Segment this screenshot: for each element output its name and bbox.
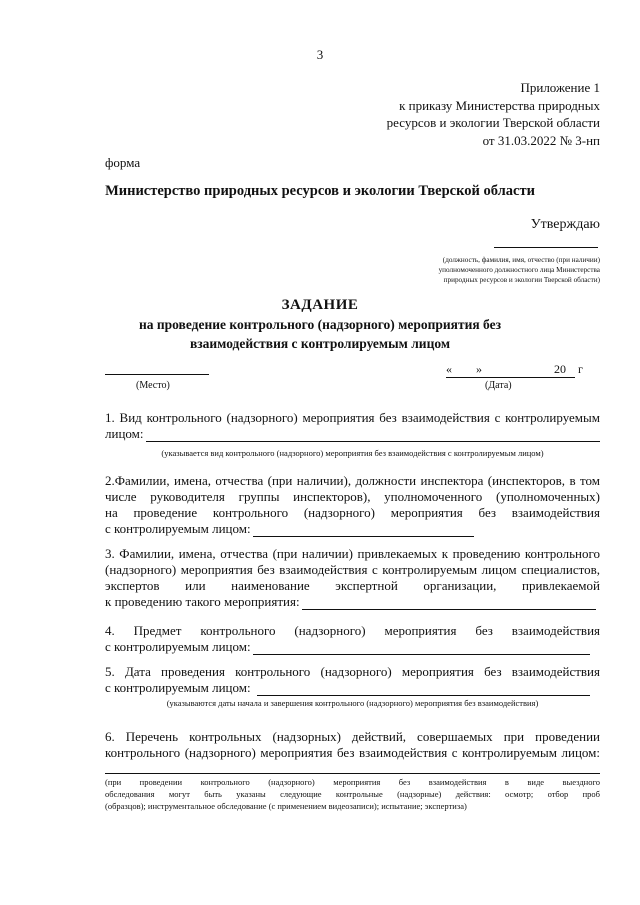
section-3-line-4: к проведению такого мероприятия:	[105, 594, 300, 609]
section-6-note-line-3: (образцов); инструментальное обследование (с применением видеозаписи); испытание; экспертиза)	[105, 801, 467, 811]
section-6-note-line-1: (при проведении контрольного (надзорного) мероприятия без взаимодействия в виде выездного	[105, 777, 600, 787]
section-2-line-1: 2.Фамилии, имена, отчества (при наличии), должности инспектора (инспекторов, в том	[105, 473, 600, 488]
section-4-blank[interactable]	[253, 642, 590, 655]
appendix-block	[300, 79, 600, 149]
section-6-line-2: контрольного (надзорного) мероприятия без взаимодействия с контролируемым лицом:	[105, 745, 600, 760]
date-field	[446, 362, 583, 378]
section-3-line-3: экспертов или наименование экспертной организации, привлекаемой	[105, 578, 600, 593]
section-1-last	[105, 426, 600, 442]
section-2-line-3: на проведение контрольного (надзорного) мероприятия без взаимодействия	[105, 505, 600, 520]
section-5-line-2: с контролируемым лицом:	[105, 680, 251, 695]
section-6-line-1: 6. Перечень контрольных (надзорных) действий, совершаемых при проведении	[105, 729, 600, 744]
section-2-last	[105, 521, 600, 537]
section-6-note-line-2: обследования могут быть указаны следующие контрольные (надзорные) действия: осмотр; отбор проб	[105, 789, 600, 799]
approve-label: Утверждаю	[530, 217, 600, 232]
date-caption: (Дата)	[485, 380, 512, 391]
section-4-line-2: с контролируемым лицом:	[105, 639, 251, 654]
section-2-line-2: числе руководителя группы инспекторов), уполномоченного (уполномоченных)	[105, 489, 600, 504]
section-4	[105, 623, 600, 655]
date-open-quote: « » 20	[446, 362, 575, 378]
date-suffix: г	[578, 362, 583, 376]
section-1-blank[interactable]	[146, 429, 601, 442]
section-1-line-1: 1. Вид контрольного (надзорного) мероприятия без взаимодействия с контролируемым	[105, 410, 600, 425]
section-4-line-1: 4. Предмет контрольного (надзорного) мероприятия без взаимодействия	[105, 623, 600, 638]
place-line	[105, 374, 209, 375]
section-5	[105, 664, 600, 696]
section-2-line-4: с контролируемым лицом:	[105, 521, 251, 536]
appendix-line-3: ресурсов и экологии Тверской области	[386, 115, 600, 130]
signature-line	[494, 247, 598, 248]
signature-note	[340, 255, 600, 285]
section-6-blank-line[interactable]	[105, 773, 600, 774]
section-2-blank[interactable]	[253, 524, 474, 537]
section-6-note	[105, 776, 600, 812]
form-label: форма	[105, 155, 141, 170]
appendix-line-2: к приказу Министерства природных	[399, 97, 600, 113]
section-1-note: (указывается вид контрольного (надзорного) мероприятия без взаимодействия с контролируемым лицом)	[161, 448, 544, 458]
signature-note-line-1: (должность, фамилия, имя, отчество (при наличии)	[442, 256, 600, 264]
ministry-name: Министерство природных ресурсов и экологии Тверской области	[105, 183, 535, 199]
document-subtitle-line-1: на проведение контрольного (надзорного) мероприятия без	[138, 317, 502, 332]
section-6	[105, 729, 600, 761]
signature-note-line-2: уполномоченного должностного лица Министерства	[438, 266, 600, 274]
section-3-last	[105, 594, 600, 610]
section-3-line-2: (надзорного) мероприятия без взаимодействия с контролируемым лицом специалистов,	[105, 562, 600, 577]
signature-note-line-3: природных ресурсов и экологии Тверской области)	[443, 276, 600, 284]
section-3	[105, 546, 600, 610]
section-3-blank[interactable]	[302, 597, 596, 610]
section-1	[105, 410, 600, 442]
section-5-note: (указываются даты начала и завершения контрольного (надзорного) мероприятия без взаимодействия)	[166, 698, 539, 708]
document-title: ЗАДАНИЕ	[281, 297, 359, 313]
place-caption: (Место)	[136, 380, 170, 391]
date-year: 20	[554, 362, 566, 376]
section-3-line-1: 3. Фамилии, имена, отчества (при наличии) привлекаемых к проведению контрольного	[105, 546, 600, 561]
section-2	[105, 473, 600, 537]
section-4-last	[105, 639, 600, 655]
page-number: 3	[316, 47, 324, 62]
document-subtitle-line-2: взаимодействия с контролируемым лицом	[189, 336, 451, 351]
section-5-line-1: 5. Дата проведения контрольного (надзорного) мероприятия без взаимодействия	[105, 664, 600, 679]
section-5-last	[105, 680, 600, 696]
section-5-blank[interactable]	[257, 683, 590, 696]
appendix-line-1: Приложение 1	[520, 80, 600, 95]
appendix-line-4: от 31.03.2022 № 3-нп	[482, 132, 600, 148]
section-1-line-2: лицом:	[105, 426, 144, 441]
